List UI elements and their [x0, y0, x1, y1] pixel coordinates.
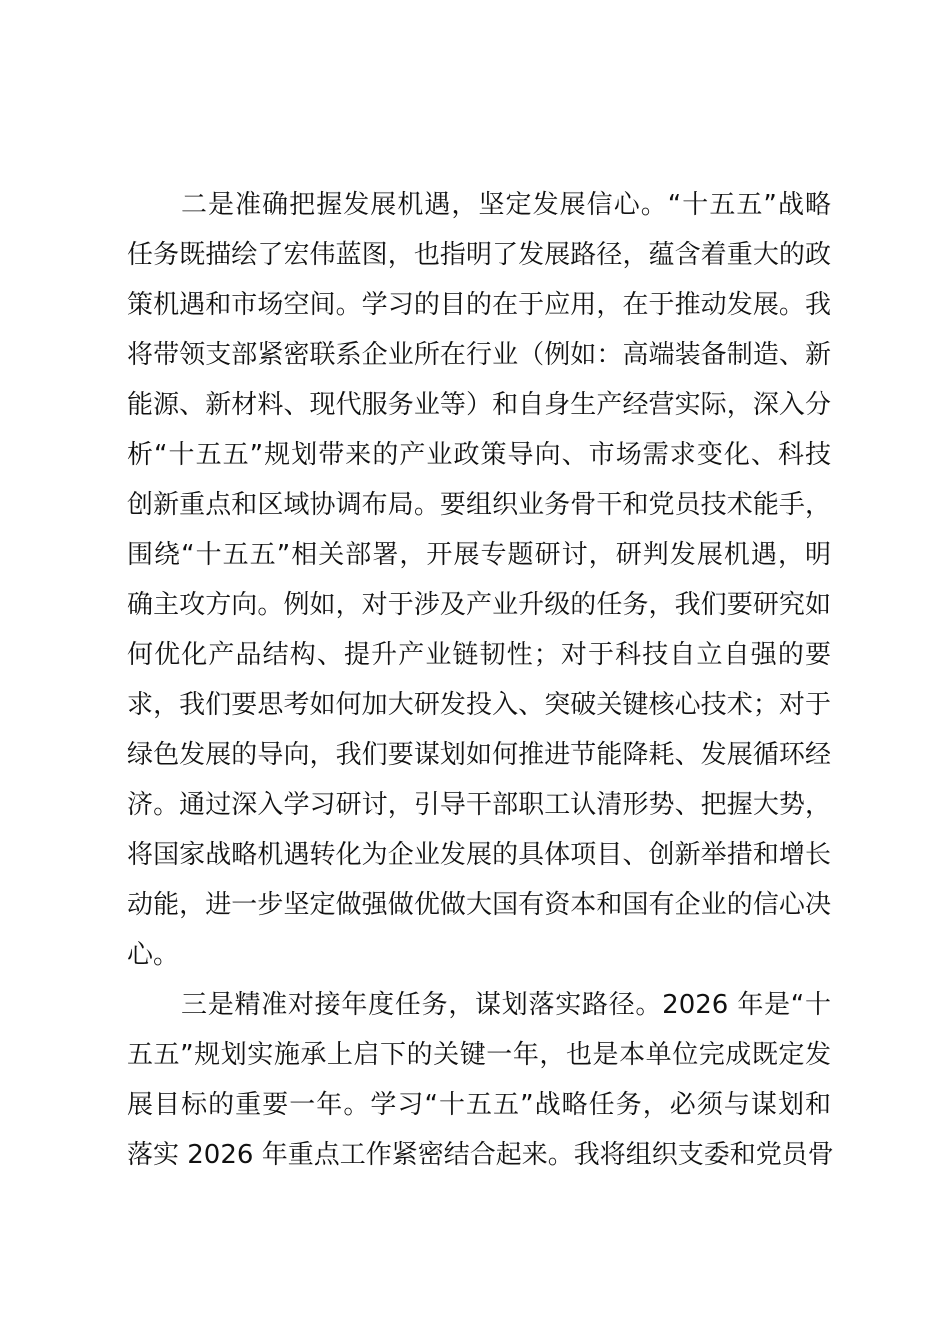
text-line: 二是准确把握发展机遇，坚定发展信心。“十五五”战略 — [181, 190, 831, 220]
text-line: 确主攻方向。例如，对于涉及产业升级的任务，我们要研究如 — [127, 590, 831, 620]
text-line: 心。 — [127, 940, 180, 970]
text-line: 动能，进一步坚定做强做优做大国有资本和国有企业的信心决 — [127, 890, 831, 920]
text-line: 将国家战略机遇转化为企业发展的具体项目、创新举措和增长 — [127, 840, 831, 870]
text-line: 济。通过深入学习研讨，引导干部职工认清形势、把握大势， — [127, 790, 831, 820]
text-line: 任务既描绘了宏伟蓝图，也指明了发展路径，蕴含着重大的政 — [127, 240, 831, 270]
text-line: 三是精准对接年度任务，谋划落实路径。2026 年是“十 — [181, 990, 831, 1020]
text-line: 围绕“十五五”相关部署，开展专题研讨，研判发展机遇，明 — [127, 540, 831, 570]
text-line: 落实 2026 年重点工作紧密结合起来。我将组织支委和党员骨 — [127, 1140, 834, 1170]
text-line: 能源、新材料、现代服务业等）和自身生产经营实际，深入分 — [127, 390, 831, 420]
text-line: 五五”规划实施承上启下的关键一年，也是本单位完成既定发 — [127, 1040, 831, 1070]
text-line: 展目标的重要一年。学习“十五五”战略任务，必须与谋划和 — [127, 1090, 831, 1120]
text-line: 绿色发展的导向，我们要谋划如何推进节能降耗、发展循环经 — [127, 740, 831, 770]
text-line: 求，我们要思考如何加大研发投入、突破关键核心技术；对于 — [127, 690, 831, 720]
text-line: 何优化产品结构、提升产业链韧性；对于科技自立自强的要 — [127, 640, 831, 670]
text-line: 策机遇和市场空间。学习的目的在于应用，在于推动发展。我 — [127, 290, 831, 320]
text-line: 析“十五五”规划带来的产业政策导向、市场需求变化、科技 — [127, 440, 831, 470]
text-line: 将带领支部紧密联系企业所在行业（例如：高端装备制造、新 — [127, 340, 831, 370]
text-line: 创新重点和区域协调布局。要组织业务骨干和党员技术能手， — [127, 490, 831, 520]
